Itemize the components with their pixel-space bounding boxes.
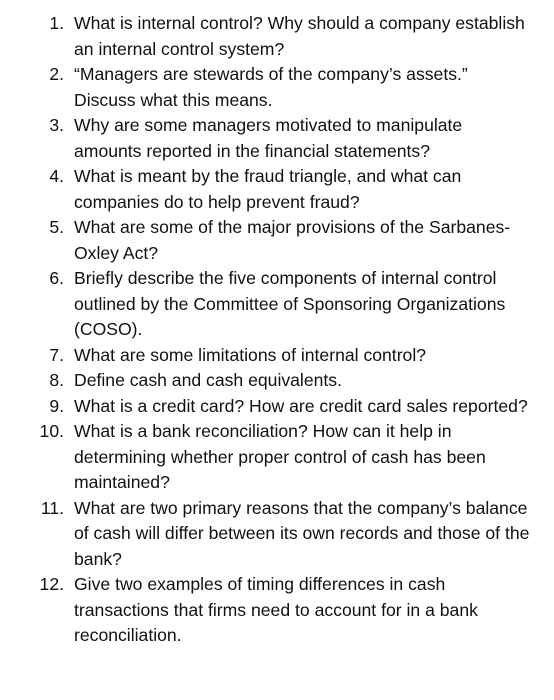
question-text: What is a bank reconciliation? How can it help in determining whether proper control of cash has been maintained? <box>74 421 486 492</box>
question-text: Why are some managers motivated to manipulate amounts reported in the financial statements? <box>74 115 463 161</box>
question-item-9 <box>0 394 536 420</box>
question-number: 10. <box>39 421 64 441</box>
question-text: Define cash and cash equivalents. <box>74 370 342 390</box>
question-item-12 <box>0 572 536 649</box>
question-text: Give two examples of timing differences in cash transactions that firms need to account for in a bank reconciliation. <box>74 574 478 645</box>
question-text: What is internal control? Why should a company establish an internal control system? <box>74 13 525 59</box>
question-item-5 <box>0 215 536 266</box>
question-number: 6. <box>49 268 64 288</box>
question-number: 11. <box>40 497 64 518</box>
question-number: 3. <box>49 115 64 135</box>
question-number: 7. <box>49 344 64 365</box>
question-text: What are some limitations of internal control? <box>74 344 427 365</box>
question-item-7 <box>0 343 536 369</box>
question-text: What are some of the major provisions of the Sarbanes-Oxley Act? <box>74 217 511 263</box>
question-item-4 <box>0 164 536 215</box>
question-number: 2. <box>49 64 64 84</box>
question-item-6 <box>0 266 536 343</box>
question-text: “Managers are stewards of the company’s assets.” Discuss what this means. <box>74 64 468 110</box>
question-number: 9. <box>49 395 64 416</box>
question-item-11 <box>0 496 536 573</box>
question-list <box>0 11 536 649</box>
question-number: 1. <box>49 13 64 33</box>
question-text: Briefly describe the five components of internal control outlined by the Committee of Sponsoring Organizations (COSO). <box>74 268 506 339</box>
question-item-10 <box>0 419 536 496</box>
question-number: 5. <box>49 217 64 237</box>
question-text: What is meant by the fraud triangle, and what can companies do to help prevent fraud? <box>74 166 462 212</box>
question-number: 8. <box>49 370 64 390</box>
question-text: What is a credit card? How are credit card sales reported? <box>74 395 528 416</box>
question-item-3 <box>0 113 536 164</box>
question-number: 12. <box>39 574 64 594</box>
question-item-2 <box>0 62 536 113</box>
question-item-1 <box>0 11 536 62</box>
question-number: 4. <box>49 166 64 186</box>
question-item-8 <box>0 368 536 394</box>
question-text: What are two primary reasons that the company’s balance of cash will differ between its own records and those of the bank? <box>74 497 530 569</box>
